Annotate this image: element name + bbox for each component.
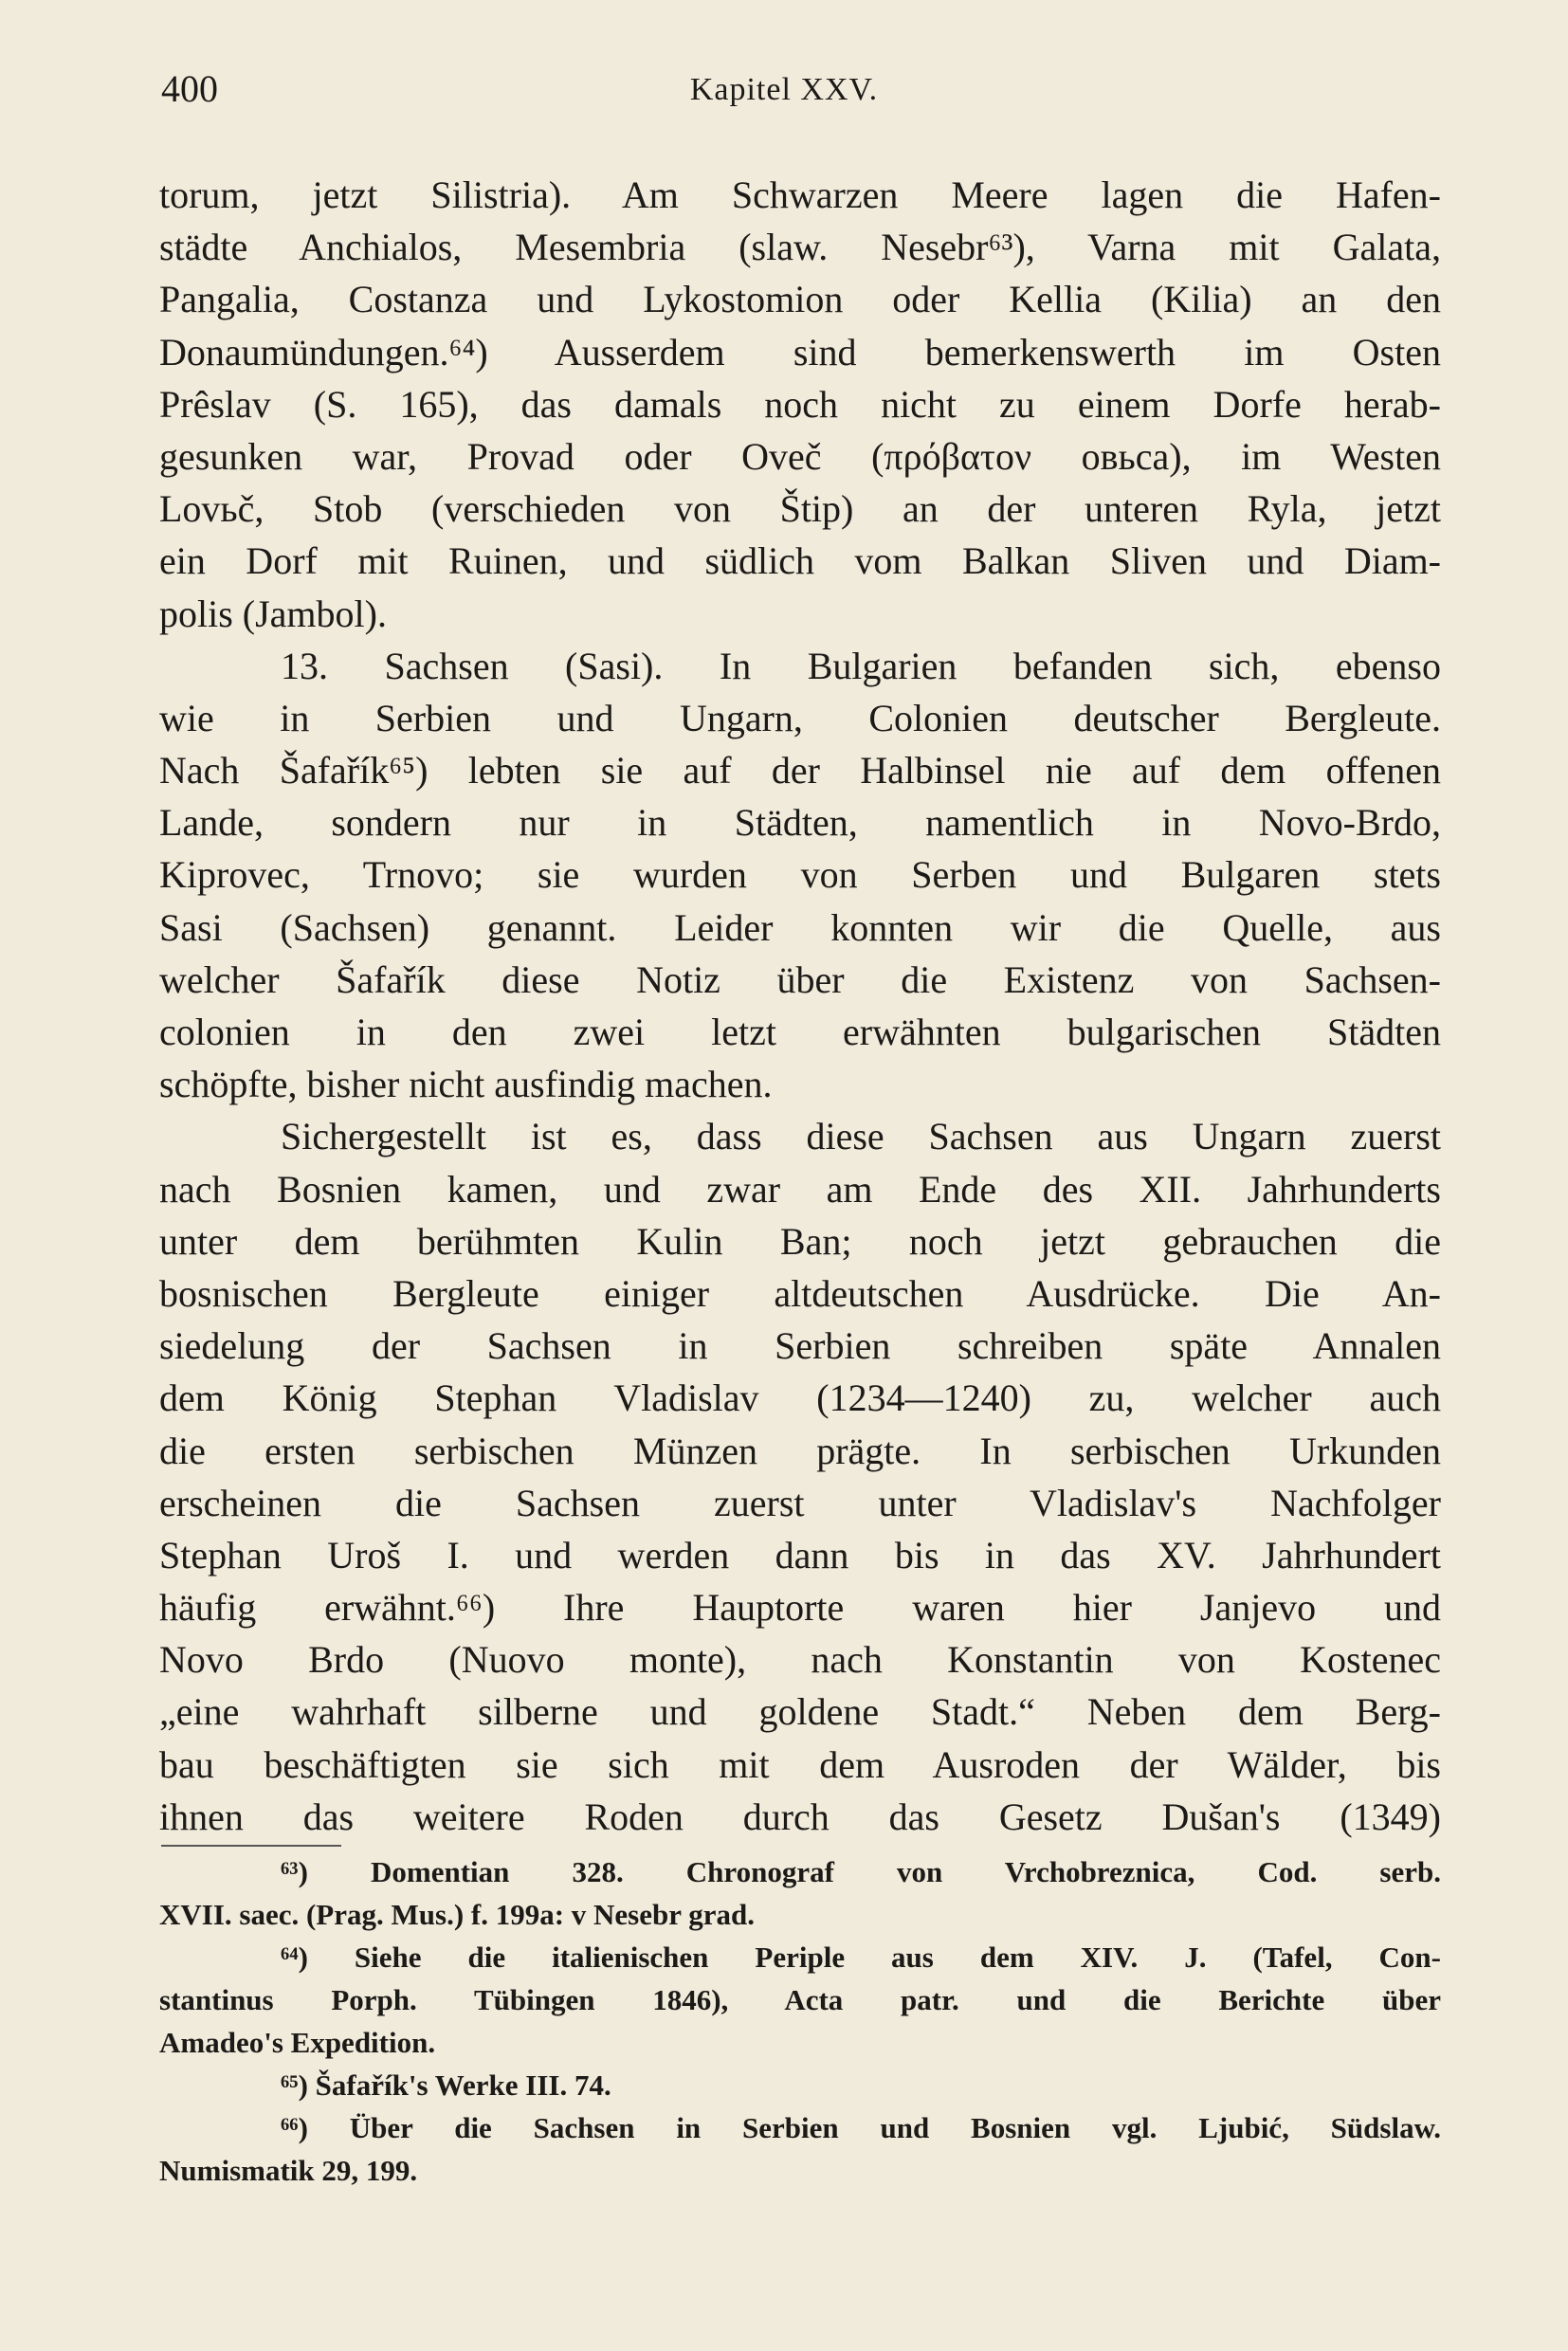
text-line: städte Anchialos, Mesembria (slaw. Nesebr⁶³), Varna mit Galata,: [159, 226, 1441, 269]
section-heading-line: 13. Sachsen (Sasi). In Bulgarien befanden sich, ebenso: [281, 644, 1441, 687]
footnote-line: stantinus Porph. Tübingen 1846), Acta patr. und die Berichte über: [159, 1983, 1441, 2016]
text-line: bosnischen Bergleute einiger altdeutschen Ausdrücke. Die An-: [159, 1271, 1441, 1315]
page-number: 400: [161, 67, 218, 110]
text-line: Sasi (Sachsen) genannt. Leider konnten wir die Quelle, aus: [159, 905, 1441, 949]
text-line: ihnen das weitere Roden durch das Gesetz Dušan's (1349): [159, 1795, 1441, 1838]
text-line: Lande, sondern nur in Städten, namentlich in Novo-Brdo,: [159, 801, 1441, 845]
text-line: erscheinen die Sachsen zuerst unter Vladislav's Nachfolger: [159, 1481, 1441, 1524]
footnote-line: ⁶⁶) Über die Sachsen in Serbien und Bosnien vgl. Ljubić, Südslaw.: [281, 2111, 1441, 2144]
footnote-line: ⁶³) Domentian 328. Chronograf von Vrchobreznica, Cod. serb.: [281, 1855, 1441, 1888]
text-line: schöpfte, bisher nicht ausfindig machen.: [159, 1063, 773, 1106]
footnote-line: Amadeo's Expedition.: [159, 2026, 436, 2059]
text-line: gesunken war, Provad oder Ovеč (πρόβατον овьca), im Westen: [159, 434, 1441, 478]
running-head: Kapitel XXV.: [689, 72, 879, 107]
text-line: Nach Šafařík⁶⁵) lebten sie auf der Halbinsel nie auf dem offenen: [159, 749, 1441, 793]
text-line: Pangalia, Costanza und Lykostomion oder Kellia (Kilia) an den: [159, 278, 1441, 321]
text-line: „eine wahrhaft silberne und goldene Stadt.“ Neben dem Berg-: [159, 1690, 1441, 1734]
footnote-line: XVII. saec. (Prag. Mus.) f. 199a: v Nesebr grad.: [159, 1898, 755, 1931]
text-line: Prêslav (S. 165), das damals noch nicht zu einem Dorfe herab-: [159, 382, 1441, 426]
text-line: torum, jetzt Silistria). Am Schwarzen Meere lagen die Hafen-: [159, 173, 1441, 216]
page-header: [161, 66, 1407, 123]
text-line: Lovьč, Stob (verschieden von Štip) an der unteren Ryla, jetzt: [159, 487, 1441, 531]
text-line: wie in Serbien und Ungarn, Colonien deutscher Bergleute.: [159, 696, 1441, 739]
text-line: ein Dorf mit Ruinen, und südlich vom Balkan Sliven und Diam-: [159, 539, 1441, 583]
text-line: Stephan Uroš I. und werden dann bis in das XV. Jahrhundert: [159, 1533, 1441, 1576]
footnote-divider: [161, 1845, 341, 1847]
text-line: bau beschäftigten sie sich mit dem Ausroden der Wälder, bis: [159, 1742, 1441, 1786]
text-line: unter dem berühmten Kulin Ban; noch jetzt gebrauchen die: [159, 1219, 1441, 1263]
text-line: die ersten serbischen Münzen prägte. In serbischen Urkunden: [159, 1429, 1441, 1472]
text-line: welcher Šafařík diese Notiz über die Existenz von Sachsen-: [159, 957, 1441, 1001]
body-text: [159, 169, 1441, 1843]
text-line: Sichergestellt ist es, dass diese Sachsen aus Ungarn zuerst: [281, 1115, 1441, 1158]
text-line: Novo Brdo (Nuovo monte), nach Konstantin von Kostenec: [159, 1638, 1441, 1682]
text-line: polis (Jambol).: [159, 592, 387, 635]
footnotes: [159, 1850, 1441, 2192]
footnote-line: Numismatik 29, 199.: [159, 2154, 418, 2187]
text-line: nach Bosnien kamen, und zwar am Ende des XII. Jahrhunderts: [159, 1167, 1441, 1211]
text-line: häufig erwähnt.⁶⁶) Ihre Hauptorte waren hier Janjevo und: [159, 1586, 1441, 1630]
text-line: Kiprovec, Trnovo; sie wurden von Serben und Bulgaren stets: [159, 853, 1441, 897]
footnote-line: ⁶⁵) Šafařík's Werke III. 74.: [281, 2069, 611, 2102]
text-line: Donaumündungen.⁶⁴) Ausserdem sind bemerkenswerth im Osten: [159, 330, 1441, 374]
footnote-line: ⁶⁴) Siehe die italienischen Periple aus dem XIV. J. (Tafel, Con-: [281, 1941, 1441, 1974]
text-line: siedelung der Sachsen in Serbien schreiben späte Annalen: [159, 1324, 1441, 1368]
text-line: dem König Stephan Vladislav (1234—1240) zu, welcher auch: [159, 1376, 1441, 1420]
text-line: colonien in den zwei letzt erwähnten bulgarischen Städten: [159, 1011, 1441, 1053]
